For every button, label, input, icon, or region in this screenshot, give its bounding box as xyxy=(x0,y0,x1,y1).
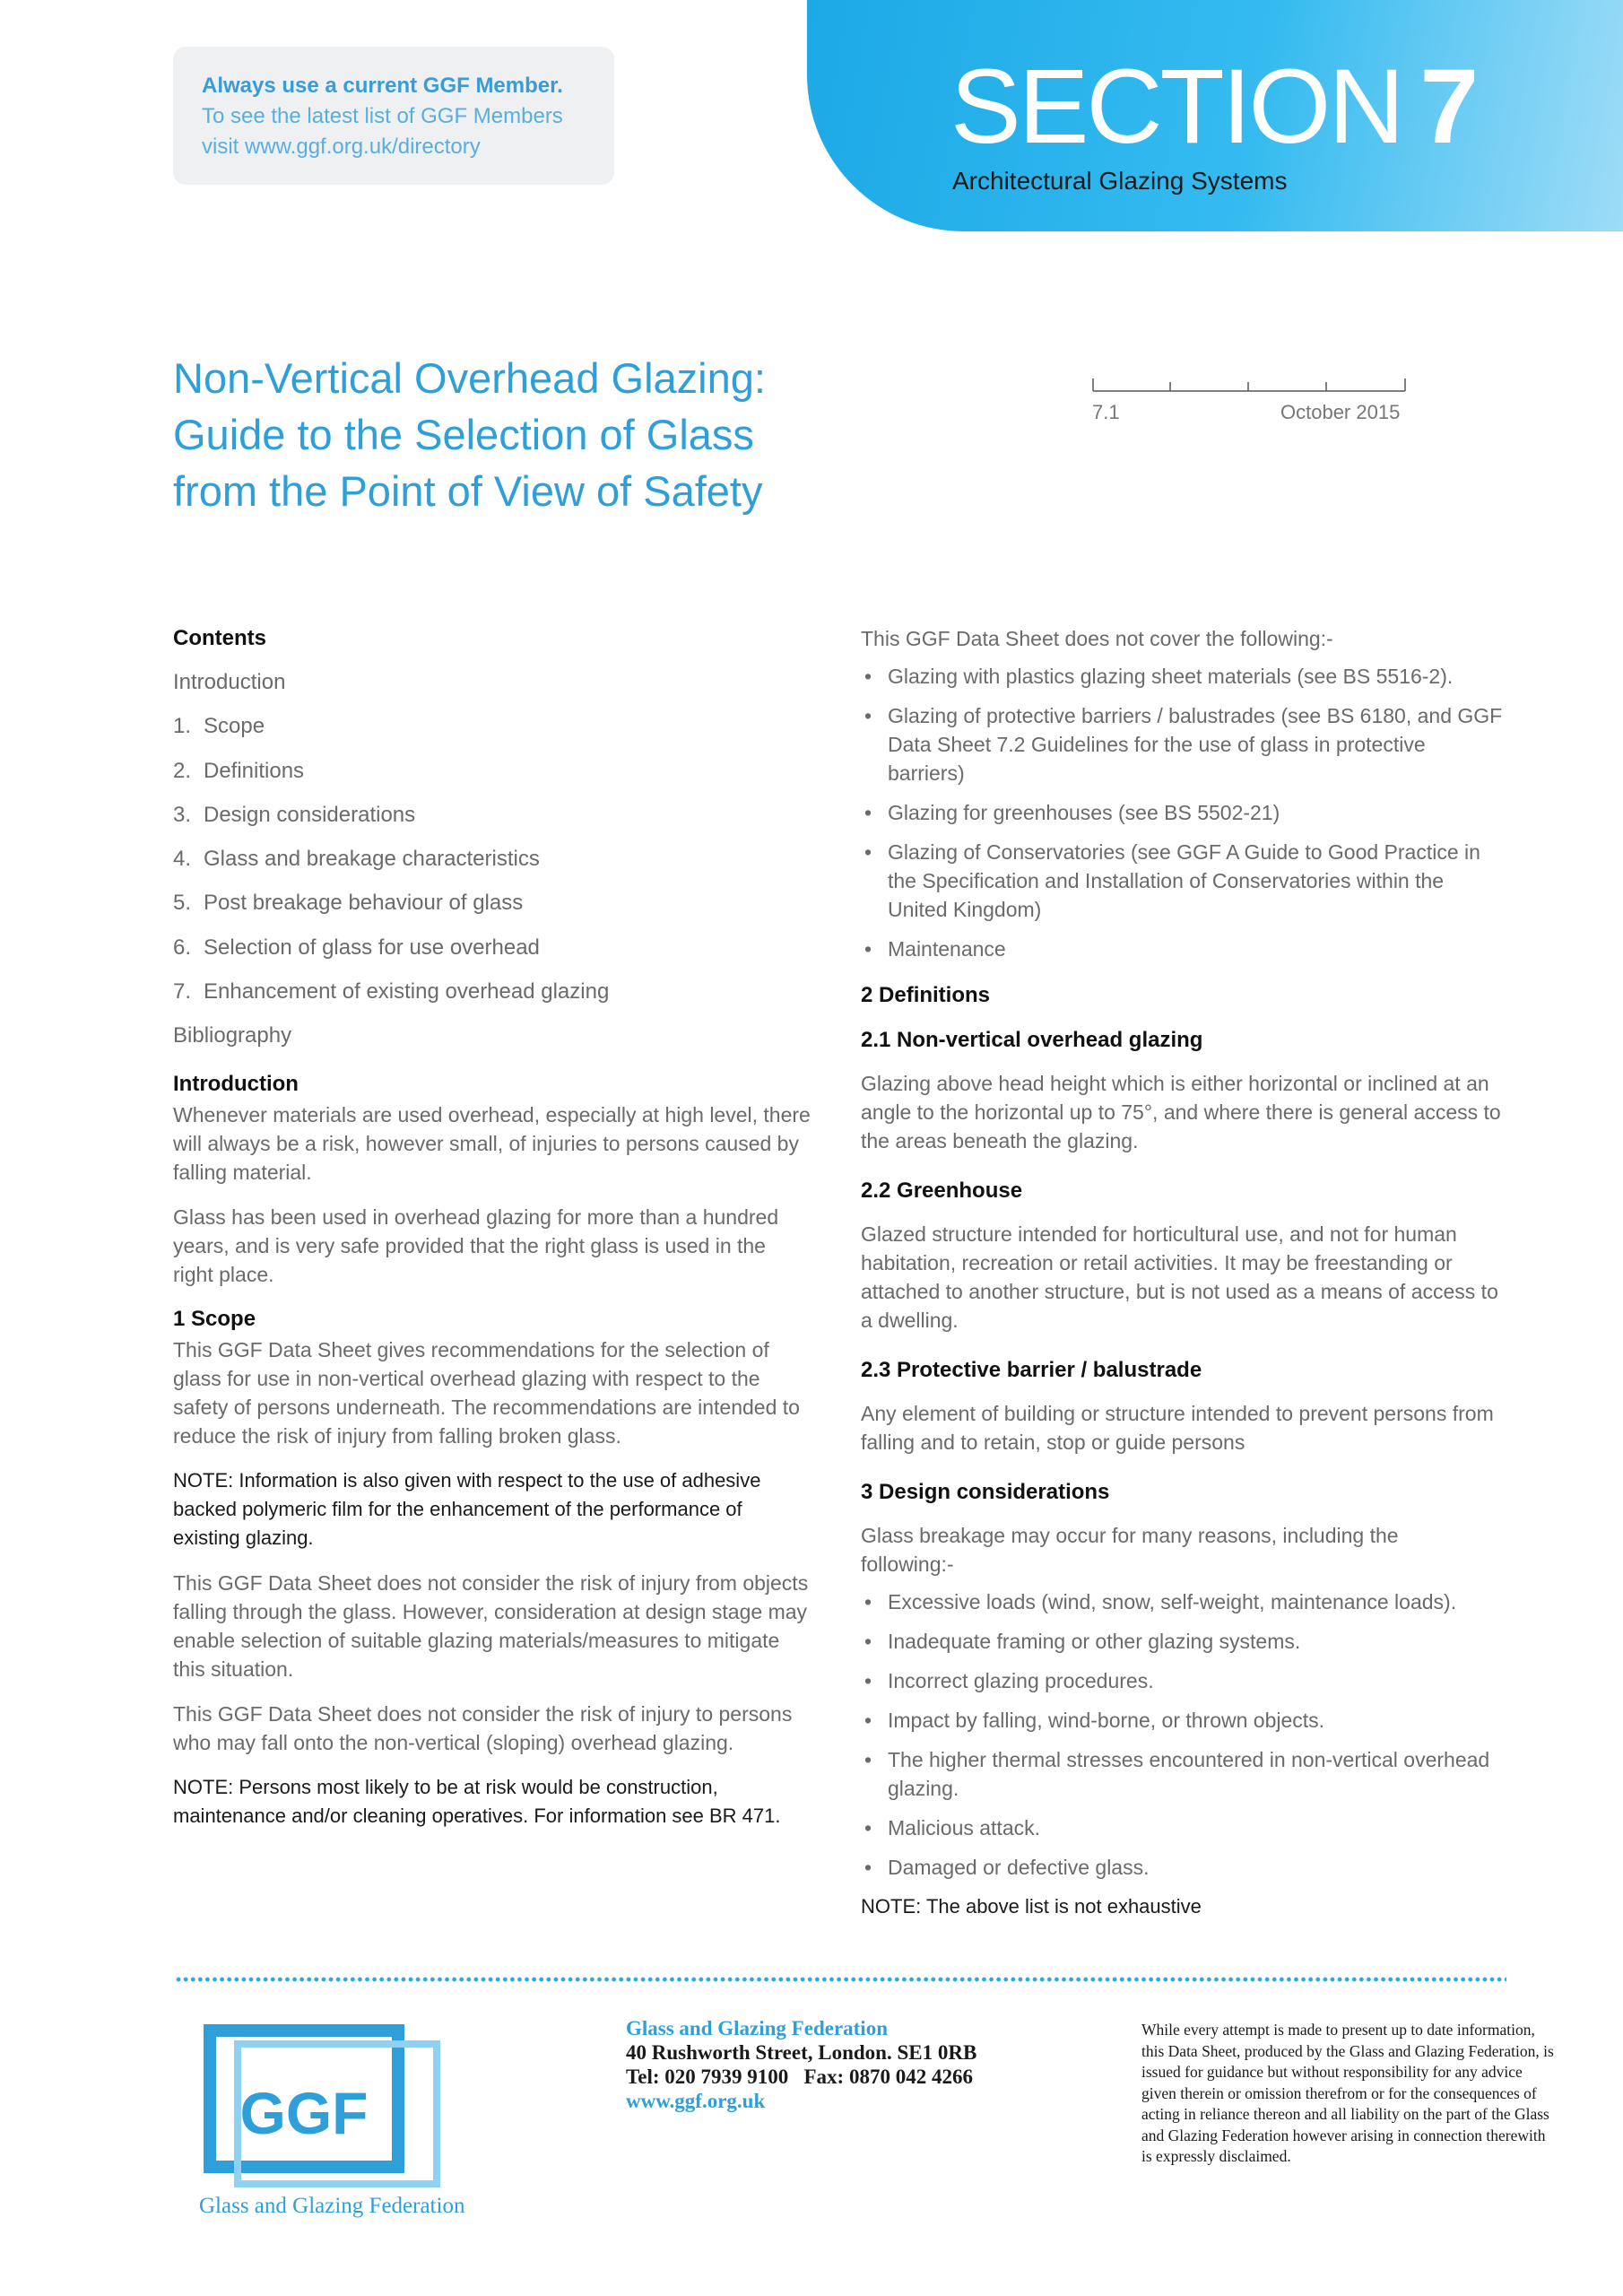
org-phone: Tel: 020 7939 9100 Fax: 0870 042 4266 xyxy=(626,2066,973,2088)
definition-text: Glazed structure intended for horticultural use, and not for human habitation, recreation or retail activities. It may be freestanding or attached to another structure, but is not used as a means of access to a dwelling. xyxy=(861,1222,1498,1332)
section-word: SECTION xyxy=(950,48,1402,166)
bullet-icon: • xyxy=(864,1590,872,1613)
toc-item-label: Glass and breakage characteristics xyxy=(204,847,540,872)
scope-heading: 1 Scope xyxy=(173,1306,256,1331)
toc-item-label: Scope xyxy=(204,714,265,739)
bullet-text: The higher thermal stresses encountered in non-vertical overhead glazing. xyxy=(888,1748,1490,1800)
bullet-text: Glazing of protective barriers / balustrades (see BS 6180, and GGF Data Sheet 7.2 Guidelines for the use of glass in protective barriers) xyxy=(888,704,1503,785)
bullet-text: Impact by falling, wind-borne, or thrown objects. xyxy=(888,1709,1325,1732)
scope-paragraph: This GGF Data Sheet gives recommendations for the selection of glass for use in non-vertical overhead glazing with respect to the safety of persons underneath. The recommendations are intended to reduce the risk of injury from falling broken glass. xyxy=(173,1337,800,1448)
right-column xyxy=(861,624,1506,1921)
toc-item-number: 7. xyxy=(173,979,192,1004)
ggf-contact-block xyxy=(626,2016,976,2113)
toc-item[interactable] xyxy=(173,978,812,1022)
bullet-icon: • xyxy=(864,704,872,727)
section-heading xyxy=(950,48,1477,166)
member-notice-box xyxy=(173,47,614,185)
toc-item-label: Design considerations xyxy=(204,802,416,827)
definition-heading: 2.2 Greenhouse xyxy=(861,1178,1023,1203)
title-line: Non-Vertical Overhead Glazing: xyxy=(173,354,766,402)
org-name: Glass and Glazing Federation xyxy=(626,2017,888,2039)
bullet-icon: • xyxy=(864,937,872,961)
logo-text: GGF xyxy=(239,2080,369,2146)
bullet-icon: • xyxy=(864,1630,872,1653)
bullet-item xyxy=(861,838,1506,924)
design-intro: Glass breakage may occur for many reasons, including the following:- xyxy=(861,1524,1399,1576)
bullet-icon: • xyxy=(864,840,872,864)
bullet-item xyxy=(861,1813,1506,1842)
scope-paragraph: This GGF Data Sheet does not consider the risk of injury to persons who may fall onto the non-vertical (sloping) overhead glazing. xyxy=(173,1701,793,1754)
definition-heading: 2.3 Protective barrier / balustrade xyxy=(861,1358,1202,1382)
org-address: 40 Rushworth Street, London. SE1 0RB xyxy=(626,2041,977,2064)
bullet-icon: • xyxy=(864,1748,872,1771)
bullet-item xyxy=(861,1706,1506,1735)
bullet-icon: • xyxy=(864,1816,872,1839)
bullet-icon: • xyxy=(864,1856,872,1879)
scope-note: NOTE: Persons most likely to be at risk would be construction, maintenance and/or cleaning operatives. For information see BR 471. xyxy=(173,1775,781,1827)
bullet-text: Maintenance xyxy=(888,937,1006,961)
bullet-text: Glazing with plastics glazing sheet materials (see BS 5516-2). xyxy=(888,665,1454,688)
bullet-text: Excessive loads (wind, snow, self-weight, maintenance loads). xyxy=(888,1590,1457,1613)
bullet-item xyxy=(861,798,1506,827)
bullet-item xyxy=(861,1853,1506,1882)
toc-list xyxy=(173,712,812,1022)
scope-paragraph: This GGF Data Sheet does not consider the risk of injury from objects falling through the glass. However, consideration at design stage may enable selection of suitable glazing materials/measures to mitigate this situation. xyxy=(173,1570,809,1681)
bullet-text: Malicious attack. xyxy=(888,1816,1041,1839)
toc-item-introduction[interactable]: Introduction xyxy=(173,670,286,694)
bullet-icon: • xyxy=(864,1709,872,1732)
reference-number: 7.1 xyxy=(1092,401,1120,423)
bullet-item xyxy=(861,935,1506,963)
bullet-item xyxy=(861,1666,1506,1695)
left-column xyxy=(173,624,812,1831)
introduction-heading: Introduction xyxy=(173,1071,299,1096)
toc-item-label: Definitions xyxy=(204,758,305,783)
toc-item-label: Selection of glass for use overhead xyxy=(204,935,540,960)
section-subtitle: Architectural Glazing Systems xyxy=(952,167,1288,195)
design-heading: 3 Design considerations xyxy=(861,1480,1110,1504)
definitions-heading: 2 Definitions xyxy=(861,983,991,1007)
bullet-icon: • xyxy=(864,665,872,688)
toc-item-label: Post breakage behaviour of glass xyxy=(204,891,524,916)
toc-item[interactable] xyxy=(173,712,812,756)
toc-item[interactable] xyxy=(173,889,812,933)
scope-note: NOTE: Information is also given with respect to the use of adhesive backed polymeric film for the enhancement of the performance of existing glazing. xyxy=(173,1468,761,1549)
bullet-text: Damaged or defective glass. xyxy=(888,1856,1150,1879)
title-line: from the Point of View of Safety xyxy=(173,467,763,515)
not-covered-list xyxy=(861,662,1506,963)
toc-item[interactable] xyxy=(173,757,812,801)
definition-text: Glazing above head height which is either horizontal or inclined at an angle to the horizontal up to 75°, and where there is general access to the areas beneath the glazing. xyxy=(861,1072,1501,1152)
toc-item-number: 6. xyxy=(173,935,192,960)
toc-item-bibliography[interactable]: Bibliography xyxy=(173,1023,292,1048)
disclaimer: While every attempt is made to present up to date information, this Data Sheet, produced by the Glass and Glazing Federation, is issued for guidance but without responsibility for any advice given therein or omission therefrom or for the consequences of acting in reliance thereon and all liability on the part of the Glass and Glazing Federation however arising in connection therewith is expressly disclaimed. xyxy=(1141,2021,1554,2165)
bullet-text: Glazing for greenhouses (see BS 5502-21) xyxy=(888,801,1280,824)
title-line: Guide to the Selection of Glass xyxy=(173,411,754,458)
section-number: 7 xyxy=(1419,48,1477,166)
bullet-icon: • xyxy=(864,1669,872,1692)
ggf-logo xyxy=(202,2022,440,2220)
toc-item-number: 1. xyxy=(173,714,192,739)
reference-ruler xyxy=(1092,377,1406,395)
toc-item-number: 5. xyxy=(173,891,192,916)
definition-heading: 2.1 Non-vertical overhead glazing xyxy=(861,1028,1203,1052)
dotted-divider xyxy=(175,1976,1506,1983)
toc-item[interactable] xyxy=(173,801,812,845)
toc-item-number: 2. xyxy=(173,758,192,783)
bullet-text: Glazing of Conservatories (see GGF A Guide to Good Practice in the Specification and Installation of Conservatories within the United Kingdom) xyxy=(888,840,1480,921)
design-list xyxy=(861,1587,1506,1882)
member-notice-line: To see the latest list of GGF Members xyxy=(202,104,563,128)
bullet-icon: • xyxy=(864,801,872,824)
logo-caption: Glass and Glazing Federation xyxy=(199,2194,465,2218)
toc-item-number: 3. xyxy=(173,802,192,827)
reference-date: October 2015 xyxy=(1280,401,1401,423)
design-note: NOTE: The above list is not exhaustive xyxy=(861,1895,1202,1918)
toc-item-number: 4. xyxy=(173,847,192,872)
member-notice-line: Always use a current GGF Member. xyxy=(202,74,563,98)
bullet-item xyxy=(861,662,1506,691)
document-title xyxy=(173,350,855,519)
definition-text: Any element of building or structure intended to prevent persons from falling and to retain, stop or guide persons xyxy=(861,1402,1494,1454)
bullet-text: Incorrect glazing procedures. xyxy=(888,1669,1154,1692)
toc-item-label: Enhancement of existing overhead glazing xyxy=(204,979,610,1004)
introduction-paragraph: Whenever materials are used overhead, especially at high level, there will always be a risk, however small, of injuries to persons caused by falling material. xyxy=(173,1102,811,1184)
bullet-text: Inadequate framing or other glazing systems. xyxy=(888,1630,1301,1653)
section-banner xyxy=(807,0,1623,231)
bullet-item xyxy=(861,1587,1506,1616)
bullet-item xyxy=(861,701,1506,787)
toc-item[interactable] xyxy=(173,934,812,978)
introduction-paragraph: Glass has been used in overhead glazing for more than a hundred years, and is very safe provided that the right glass is used in the right place. xyxy=(173,1205,779,1286)
org-website-link[interactable]: www.ggf.org.uk xyxy=(626,2090,766,2112)
contents-heading: Contents xyxy=(173,626,266,650)
bullet-item xyxy=(861,1745,1506,1803)
toc-item[interactable] xyxy=(173,845,812,889)
not-covered-intro: This GGF Data Sheet does not cover the following:- xyxy=(861,627,1333,650)
bullet-item xyxy=(861,1627,1506,1656)
member-directory-link[interactable]: visit www.ggf.org.uk/directory xyxy=(202,135,481,159)
